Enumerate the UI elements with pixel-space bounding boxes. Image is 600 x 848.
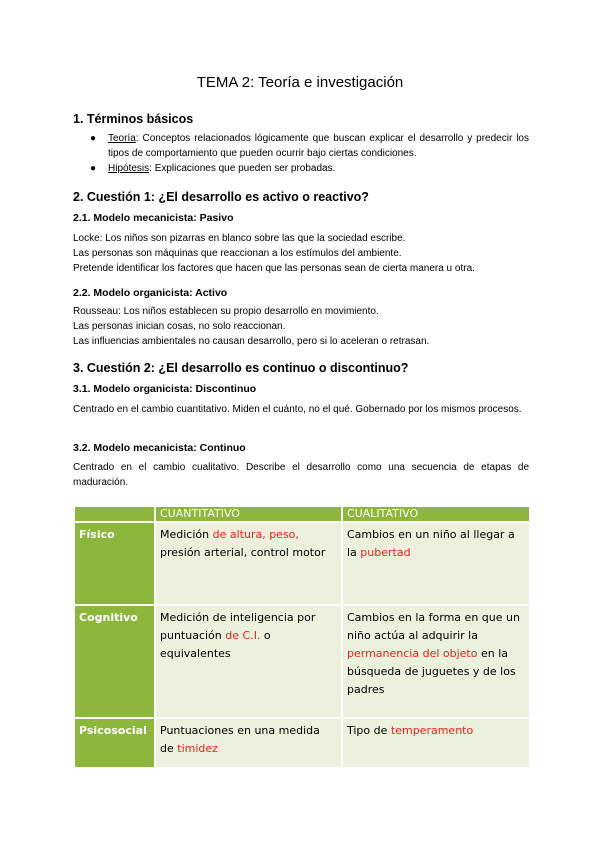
subsection-2-2-heading: 2.2. Modelo organicista: Activo [73, 287, 228, 299]
term-definition: : Explicaciones que pueden ser probadas. [149, 163, 336, 174]
cell-text: Medición [160, 528, 213, 541]
bullet-icon: ● [90, 163, 97, 174]
bullet-icon: ● [90, 133, 97, 144]
subsection-2-2-text [73, 304, 529, 349]
paragraph-line: Locke: Los niños son pizarras en blanco sobre las que la sociedad escribe. [73, 233, 406, 244]
subsection-3-2-text: Centrado en el cambio cualitativo. Describe el desarrollo como una secuencia de etapas de maduración. [73, 462, 529, 488]
cell-text: Puntuaciones en una medida de [160, 724, 320, 755]
table-cell [155, 605, 342, 718]
cell-text: Cambios en la forma en que un niño actúa al adquirir la [347, 611, 520, 642]
paragraph-line: Las influencias ambientales no causan desarrollo, pero si lo aceleran o retrasan. [73, 336, 430, 347]
table-header-cell: CUALITATIVO [342, 506, 530, 522]
cell-highlight: pubertad [360, 546, 411, 559]
subsection-2-1-heading: 2.1. Modelo mecanicista: Pasivo [73, 212, 234, 224]
table-header-cell [74, 506, 155, 522]
subsection-3-2-heading: 3.2. Modelo mecanicista: Continuo [73, 442, 246, 454]
section-2-heading: 2. Cuestión 1: ¿El desarrollo es activo o reactivo? [73, 190, 369, 204]
row-label: Físico [74, 522, 155, 605]
cell-highlight: de C.I. [225, 629, 261, 642]
paragraph-line: Pretende identificar los factores que hacen que las personas sean de cierta manera u otra. [73, 263, 475, 274]
cell-text: Cambios en un niño al llegar a la [347, 528, 515, 559]
table-row [74, 522, 530, 605]
cell-text: o equivalentes [160, 629, 271, 660]
table-cell [155, 718, 342, 768]
cell-highlight: timidez [177, 742, 218, 755]
term-definition: : Conceptos relacionados lógicamente que buscan explicar el desarrollo y predecir los tipos de comportamiento que pueden ocurrir bajo ciertas condiciones. [108, 133, 529, 159]
cell-highlight: temperamento [390, 724, 474, 737]
term: Teoría [108, 133, 136, 144]
section-1-heading: 1. Términos básicos [73, 112, 194, 126]
table-cell [342, 522, 530, 605]
paragraph-line: Rousseau: Los niños establecen su propio desarrollo en movimiento. [73, 306, 379, 317]
row-label: Psicosocial [74, 718, 155, 768]
table-header-cell: CUANTITATIVO [155, 506, 342, 522]
table-header-row [74, 506, 530, 522]
cell-highlight: de altura, peso, [212, 528, 299, 541]
paragraph-line: Las personas son máquinas que reaccionan a los estímulos del ambiente. [73, 248, 402, 259]
table-cell [342, 605, 530, 718]
terms-list [73, 131, 529, 176]
subsection-3-1-heading: 3.1. Modelo organicista: Discontinuo [73, 383, 257, 395]
table-row [74, 605, 530, 718]
cell-text: Tipo de [347, 724, 391, 737]
cell-text: en la búsqueda de juguetes y de los padres [347, 647, 516, 696]
paragraph-line: Las personas inician cosas, no solo reaccionan. [73, 321, 286, 332]
subsection-3-1-text: Centrado en el cambio cuantitativo. Miden el cuánto, no el qué. Gobernado por los mismos procesos. [73, 404, 522, 415]
cell-text: Medición de inteligencia por puntuación [160, 611, 316, 642]
table-cell [342, 718, 530, 768]
section-3-heading: 3. Cuestión 2: ¿El desarrollo es continuo o discontinuo? [73, 361, 409, 375]
document-title: TEMA 2: Teoría e investigación [196, 74, 404, 91]
table-cell [155, 522, 342, 605]
table-row [74, 718, 530, 768]
subsection-2-1-text [73, 231, 529, 276]
list-item [73, 161, 529, 176]
row-label: Cognitivo [74, 605, 155, 718]
comparison-table [73, 505, 531, 769]
cell-highlight: permanencia del objeto [347, 647, 478, 660]
term: Hipótesis [108, 163, 150, 174]
list-item [73, 131, 529, 161]
cell-text: presión arterial, control motor [160, 546, 326, 559]
